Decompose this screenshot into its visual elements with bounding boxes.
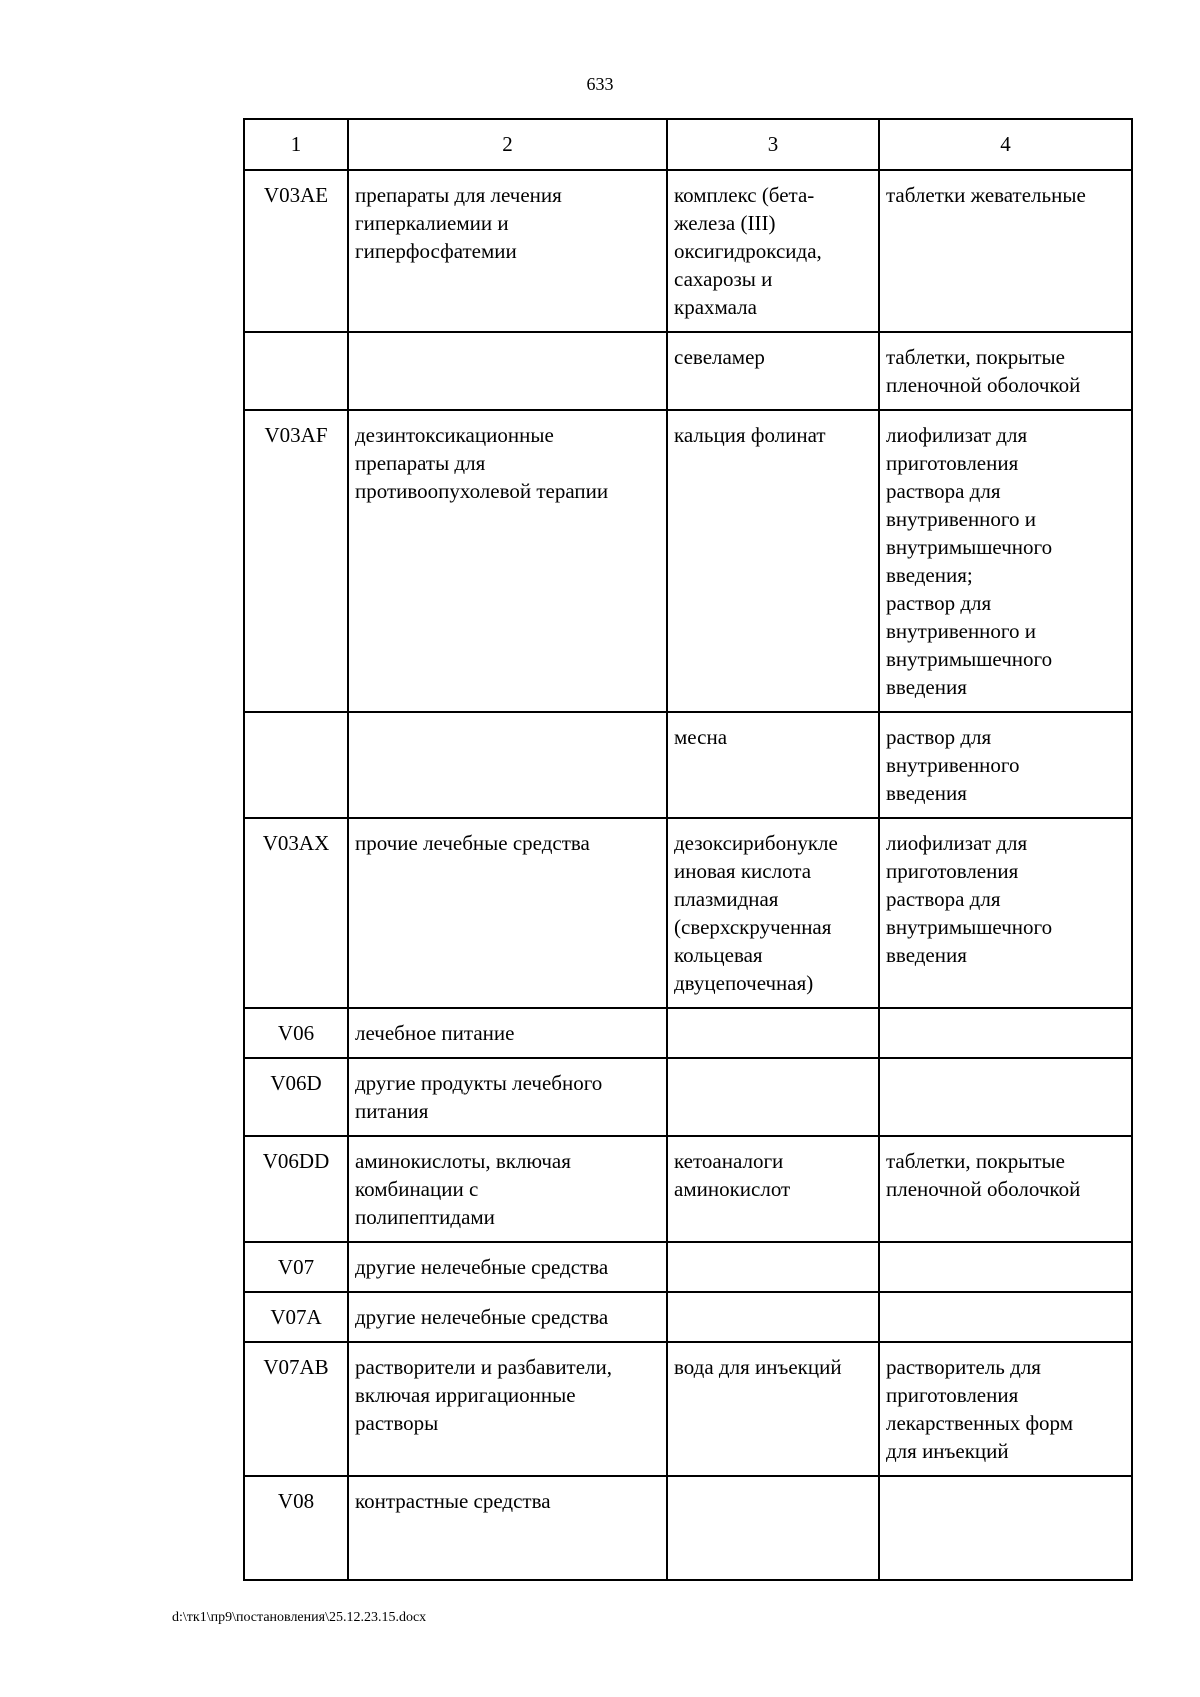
dosage-form-cell xyxy=(879,1242,1132,1292)
atc-code-cell: V08 xyxy=(244,1476,348,1580)
group-cell: другие продукты лечебного питания xyxy=(348,1058,667,1136)
table-row xyxy=(244,1242,1132,1292)
atc-code-cell: V06D xyxy=(244,1058,348,1136)
group-cell: другие нелечебные средства xyxy=(348,1292,667,1342)
substance-cell xyxy=(667,1058,879,1136)
atc-code-cell: V03AF xyxy=(244,410,348,712)
page-number: 633 xyxy=(586,74,614,94)
table-row xyxy=(244,1136,1132,1242)
group-cell: препараты для лечения гиперкалиемии и гиперфосфатемии xyxy=(348,170,667,332)
table-row xyxy=(244,1058,1132,1136)
group-cell: прочие лечебные средства xyxy=(348,818,667,1008)
substance-cell: кетоаналоги аминокислот xyxy=(667,1136,879,1242)
atc-code-cell xyxy=(244,712,348,818)
dosage-form-cell xyxy=(879,1058,1132,1136)
group-cell: дезинтоксикационные препараты для противоопухолевой терапии xyxy=(348,410,667,712)
atc-code-cell: V03AX xyxy=(244,818,348,1008)
dosage-form-cell: таблетки жевательные xyxy=(879,170,1132,332)
dosage-form-cell: лиофилизат для приготовления раствора для внутривенного и внутримышечного введения; раствор для внутривенного и внутримышечного введения xyxy=(879,410,1132,712)
dosage-form-cell: таблетки, покрытые пленочной оболочкой xyxy=(879,332,1132,410)
table-row xyxy=(244,410,1132,712)
atc-code-cell xyxy=(244,332,348,410)
group-cell: контрастные средства xyxy=(348,1476,667,1580)
substance-cell: дезоксирибонукле иновая кислота плазмидная (сверхскрученная кольцевая двуцепочечная) xyxy=(667,818,879,1008)
dosage-form-cell: таблетки, покрытые пленочной оболочкой xyxy=(879,1136,1132,1242)
substance-cell xyxy=(667,1008,879,1058)
group-cell: другие нелечебные средства xyxy=(348,1242,667,1292)
table-row xyxy=(244,818,1132,1008)
medication-table xyxy=(243,118,1133,1581)
group-cell: лечебное питание xyxy=(348,1008,667,1058)
table-row xyxy=(244,170,1132,332)
substance-cell xyxy=(667,1242,879,1292)
column-header: 3 xyxy=(667,119,879,170)
table-header-row xyxy=(244,119,1132,170)
group-cell: аминокислоты, включая комбинации с полипептидами xyxy=(348,1136,667,1242)
group-cell xyxy=(348,332,667,410)
dosage-form-cell xyxy=(879,1008,1132,1058)
atc-code-cell: V06 xyxy=(244,1008,348,1058)
substance-cell: комплекс (бета- железа (III) оксигидроксида, сахарозы и крахмала xyxy=(667,170,879,332)
column-header: 4 xyxy=(879,119,1132,170)
table-row xyxy=(244,1292,1132,1342)
table-row xyxy=(244,712,1132,818)
column-header: 1 xyxy=(244,119,348,170)
atc-code-cell: V06DD xyxy=(244,1136,348,1242)
atc-code-cell: V07 xyxy=(244,1242,348,1292)
group-cell: растворители и разбавители, включая ирригационные растворы xyxy=(348,1342,667,1476)
atc-code-cell: V03AE xyxy=(244,170,348,332)
table-row xyxy=(244,332,1132,410)
table-row xyxy=(244,1342,1132,1476)
dosage-form-cell xyxy=(879,1476,1132,1580)
substance-cell xyxy=(667,1292,879,1342)
dosage-form-cell: лиофилизат для приготовления раствора для внутримышечного введения xyxy=(879,818,1132,1008)
table-row xyxy=(244,1008,1132,1058)
dosage-form-cell: растворитель для приготовления лекарственных форм для инъекций xyxy=(879,1342,1132,1476)
substance-cell: кальция фолинат xyxy=(667,410,879,712)
table-row xyxy=(244,1476,1132,1580)
group-cell xyxy=(348,712,667,818)
column-header: 2 xyxy=(348,119,667,170)
document-file-path: d:\тк1\пр9\постановления\25.12.23.15.docx xyxy=(172,1610,427,1625)
substance-cell: севеламер xyxy=(667,332,879,410)
dosage-form-cell: раствор для внутривенного введения xyxy=(879,712,1132,818)
substance-cell: вода для инъекций xyxy=(667,1342,879,1476)
atc-code-cell: V07A xyxy=(244,1292,348,1342)
substance-cell xyxy=(667,1476,879,1580)
dosage-form-cell xyxy=(879,1292,1132,1342)
atc-code-cell: V07AB xyxy=(244,1342,348,1476)
substance-cell: месна xyxy=(667,712,879,818)
